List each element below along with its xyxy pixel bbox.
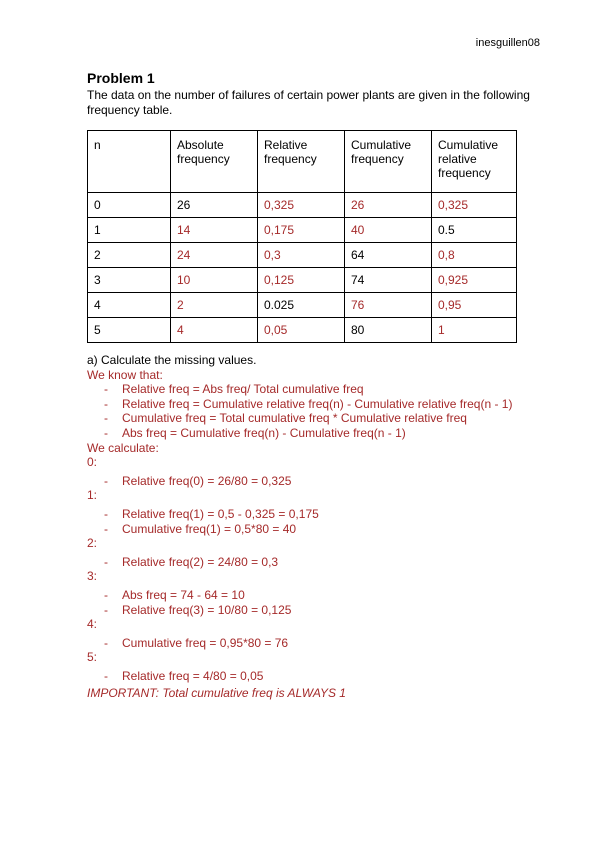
important-note: IMPORTANT: Total cumulative freq is ALWAYS 1 bbox=[87, 686, 346, 700]
header-cumulative-relative: Cumulative relative frequency bbox=[432, 131, 517, 193]
step-label: 0: bbox=[87, 455, 98, 470]
header-relative: Relative frequency bbox=[258, 131, 345, 193]
cell-answer: 0,95 bbox=[432, 293, 517, 318]
step-label: 5: bbox=[87, 650, 98, 665]
table-header-row bbox=[88, 131, 517, 193]
step-label: 2: bbox=[87, 536, 98, 551]
header-absolute: Absolute frequency bbox=[171, 131, 258, 193]
cell: 64 bbox=[345, 243, 432, 268]
cell-answer: 24 bbox=[171, 243, 258, 268]
solution-section bbox=[87, 353, 547, 683]
cell-answer: 0,3 bbox=[258, 243, 345, 268]
step-item: - Cumulative freq(1) = 0,5*80 = 40 bbox=[104, 521, 297, 536]
cell-answer: 0,325 bbox=[432, 193, 517, 218]
cell-answer: 0,175 bbox=[258, 218, 345, 243]
cell: 0 bbox=[88, 193, 171, 218]
cell-answer: 4 bbox=[171, 318, 258, 343]
calc-label: We calculate: bbox=[87, 440, 159, 455]
cell-answer: 40 bbox=[345, 218, 432, 243]
cell-answer: 0,125 bbox=[258, 268, 345, 293]
table-row bbox=[88, 218, 517, 243]
cell: 4 bbox=[88, 293, 171, 318]
cell: 80 bbox=[345, 318, 432, 343]
cell: 0.5 bbox=[432, 218, 517, 243]
know-label: We know that: bbox=[87, 367, 163, 382]
cell: 0.025 bbox=[258, 293, 345, 318]
cell: 5 bbox=[88, 318, 171, 343]
step-item: - Relative freq(2) = 24/80 = 0,3 bbox=[104, 554, 279, 569]
step-label: 3: bbox=[87, 569, 98, 584]
author-username: inesguillen08 bbox=[475, 37, 540, 49]
cell-answer: 0,05 bbox=[258, 318, 345, 343]
cell-answer: 26 bbox=[345, 193, 432, 218]
formula-item: - Relative freq = Cumulative relative freq(n) - Cumulative relative freq(n - 1) bbox=[104, 396, 513, 411]
table-row bbox=[88, 268, 517, 293]
cell-answer: 0,8 bbox=[432, 243, 517, 268]
cell: 2 bbox=[88, 243, 171, 268]
table-row bbox=[88, 243, 517, 268]
step-item: - Relative freq(0) = 26/80 = 0,325 bbox=[104, 473, 292, 488]
cell: 26 bbox=[171, 193, 258, 218]
frequency-table bbox=[87, 130, 517, 343]
cell: 74 bbox=[345, 268, 432, 293]
problem-title: Problem 1 bbox=[87, 70, 155, 86]
step-item: - Abs freq = 74 - 64 = 10 bbox=[104, 587, 245, 602]
cell: 3 bbox=[88, 268, 171, 293]
step-item: - Relative freq(3) = 10/80 = 0,125 bbox=[104, 602, 292, 617]
header-n: n bbox=[88, 131, 171, 193]
cell-answer: 0,325 bbox=[258, 193, 345, 218]
cell-answer: 14 bbox=[171, 218, 258, 243]
cell-answer: 1 bbox=[432, 318, 517, 343]
formula-item: - Cumulative freq = Total cumulative freq * Cumulative relative freq bbox=[104, 411, 467, 426]
step-item: - Relative freq = 4/80 = 0,05 bbox=[104, 668, 264, 683]
formula-item: - Abs freq = Cumulative freq(n) - Cumulative freq(n - 1) bbox=[104, 425, 406, 440]
step-item: - Cumulative freq = 0,95*80 = 76 bbox=[104, 635, 289, 650]
step-item: - Relative freq(1) = 0,5 - 0,325 = 0,175 bbox=[104, 506, 319, 521]
cell: 1 bbox=[88, 218, 171, 243]
problem-intro: The data on the number of failures of certain power plants are given in the following frequency table. bbox=[87, 88, 530, 117]
table-row bbox=[88, 293, 517, 318]
step-label: 4: bbox=[87, 617, 98, 632]
table-row bbox=[88, 193, 517, 218]
table-row bbox=[88, 318, 517, 343]
header-cumulative: Cumulative frequency bbox=[345, 131, 432, 193]
step-label: 1: bbox=[87, 488, 98, 503]
formula-item: - Relative freq = Abs freq/ Total cumulative freq bbox=[104, 382, 364, 397]
question-text: a) Calculate the missing values. bbox=[87, 353, 257, 367]
cell-answer: 0,925 bbox=[432, 268, 517, 293]
cell-answer: 10 bbox=[171, 268, 258, 293]
cell-answer: 2 bbox=[171, 293, 258, 318]
cell-answer: 76 bbox=[345, 293, 432, 318]
